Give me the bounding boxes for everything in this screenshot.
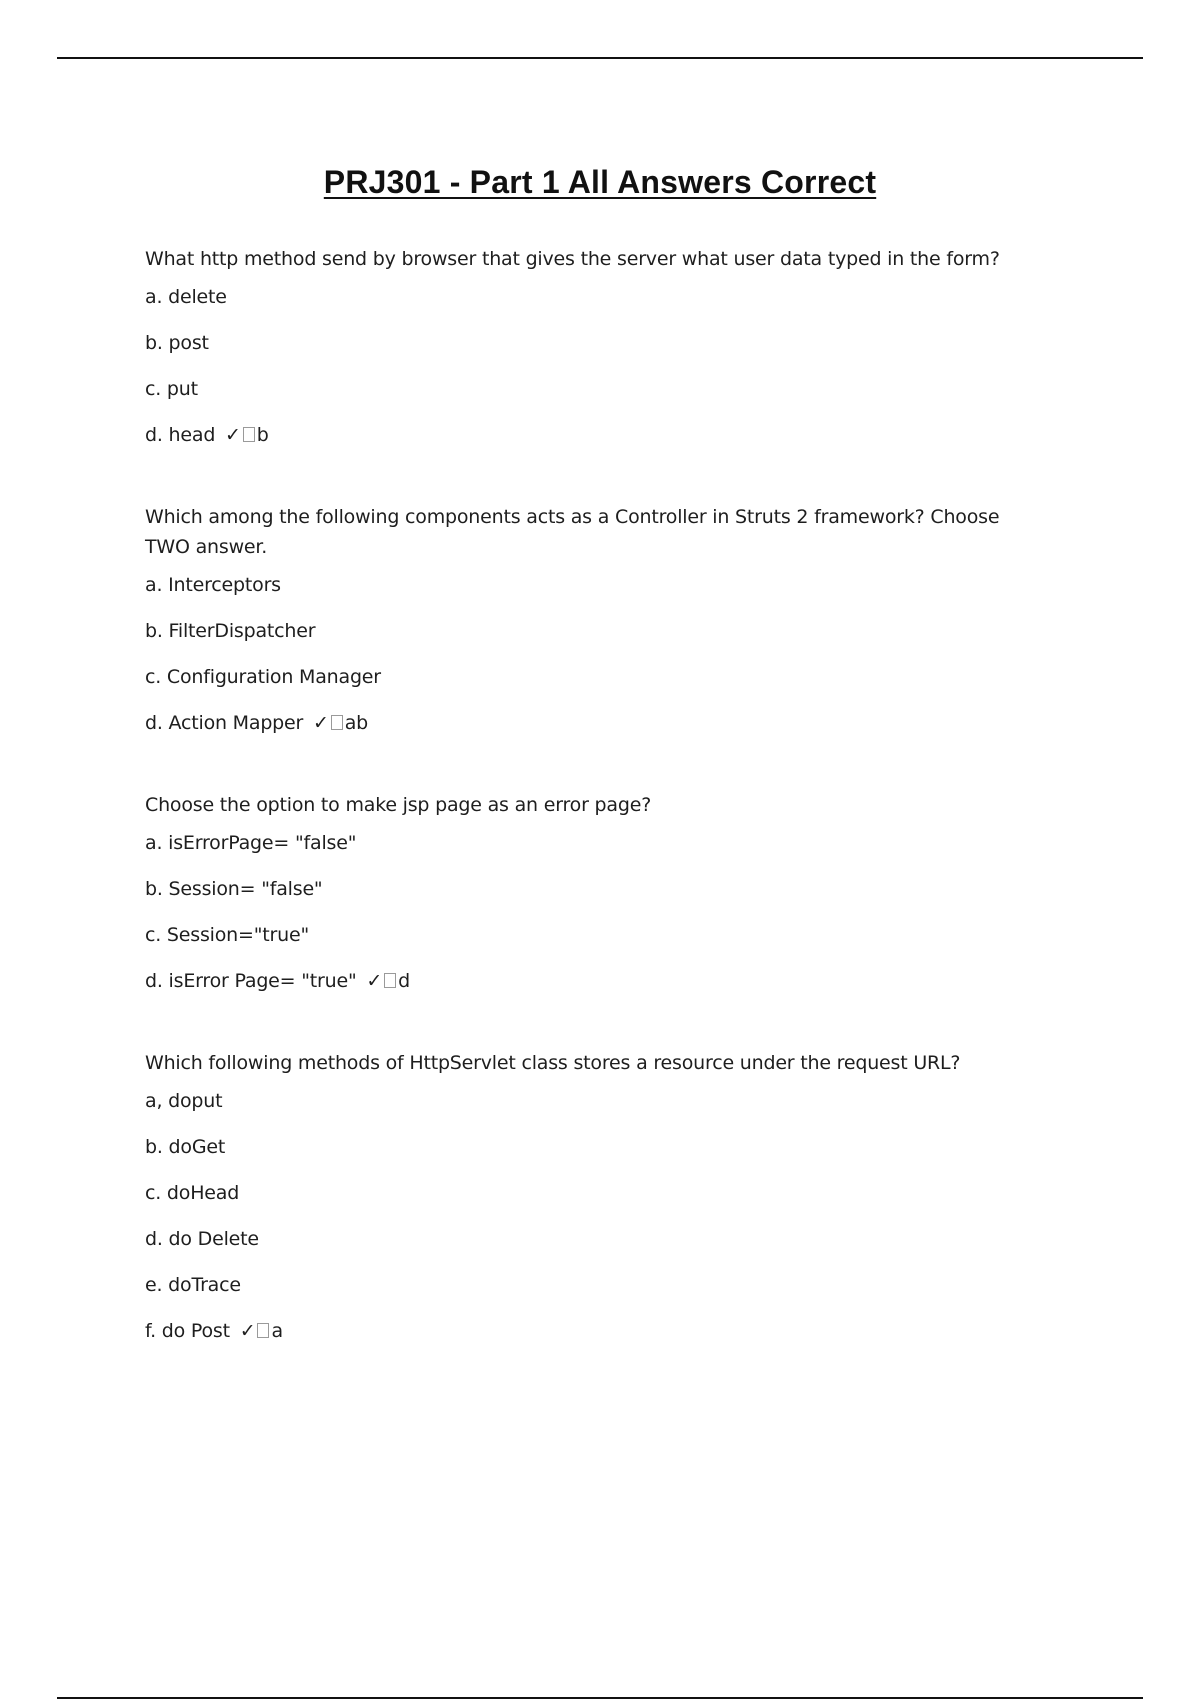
checkmark-icon: ✓: [239, 1320, 256, 1342]
question-3: [145, 790, 1045, 992]
empty-box-icon: [384, 973, 396, 988]
option-c: c. Session="true": [145, 924, 310, 946]
option-label: d. Action Mapper: [145, 712, 304, 734]
option-a: a, doput: [145, 1090, 223, 1112]
bottom-rule: [57, 1697, 1143, 1699]
option-label: d. isError Page= "true": [145, 970, 357, 992]
option-d: d. do Delete: [145, 1228, 259, 1250]
empty-box-icon: [331, 715, 343, 730]
checkmark-icon: ✓: [366, 970, 383, 992]
question-text: Which following methods of HttpServlet class stores a resource under the request URL?: [145, 1052, 961, 1074]
checkmark-icon: ✓: [313, 712, 329, 734]
option-a: a. isErrorPage= "false": [145, 832, 357, 854]
option-b: b. Session= "false": [145, 878, 323, 900]
question-4: [145, 1048, 1045, 1342]
empty-box-icon: [257, 1323, 269, 1338]
question-2: [145, 502, 1045, 734]
option-c: c. put: [145, 378, 198, 400]
question-1: [145, 244, 1045, 446]
option-label: f. do Post: [145, 1320, 230, 1342]
question-text: What http method send by browser that gives the server what user data typed in the form?: [145, 248, 1000, 270]
question-text: Choose the option to make jsp page as an error page?: [145, 794, 652, 816]
option-c: c. doHead: [145, 1182, 240, 1204]
option-d: [145, 424, 1045, 446]
empty-box-icon: [243, 427, 255, 442]
option-c: c. Configuration Manager: [145, 666, 381, 688]
option-a: a. Interceptors: [145, 574, 281, 596]
option-b: b. post: [145, 332, 209, 354]
option-e: e. doTrace: [145, 1274, 241, 1296]
document-title: PRJ301 - Part 1 All Answers Correct: [323, 164, 877, 200]
answer-key: d: [398, 970, 410, 992]
option-b: b. FilterDispatcher: [145, 620, 316, 642]
option-label: d. head: [145, 424, 216, 446]
option-b: b. doGet: [145, 1136, 226, 1158]
option-a: a. delete: [145, 286, 227, 308]
question-text: Which among the following components acts as a Controller in Struts 2 framework? Choose TWO answer.: [145, 506, 1000, 558]
checkmark-icon: ✓: [225, 424, 241, 446]
answer-key: ab: [344, 712, 369, 734]
question-list: [145, 244, 1045, 1398]
answer-key: b: [256, 424, 269, 446]
option-f: [145, 1320, 1045, 1342]
option-d: [145, 970, 1045, 992]
answer-key: a: [271, 1320, 283, 1342]
top-rule: [57, 57, 1143, 59]
option-d: [145, 712, 1045, 734]
